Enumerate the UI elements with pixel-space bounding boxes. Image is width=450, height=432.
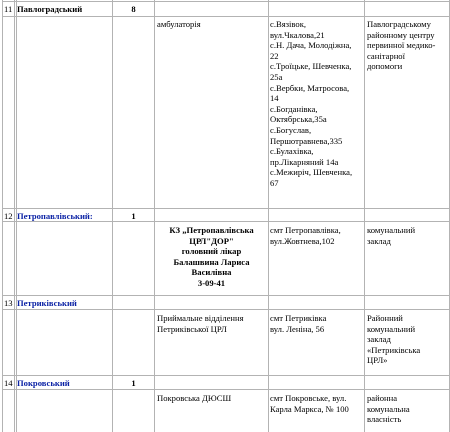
region-name: Петропавлівський: [17,211,93,221]
property-status: Павлоградському районному центру первинної медико- санітарної допомоги [367,19,436,72]
region-name: Покровський [17,378,70,388]
property-status: районна комунальна власність [367,393,410,425]
row-number: 12 [4,211,13,221]
institution: Приймальне відділення Петриківської ЦРЛ [157,313,244,334]
region-name: Павлоградський [17,4,83,14]
address: смт Петропавлівка, вул.Жовтнева,102 [270,225,341,246]
row-number: 13 [4,298,13,308]
institution: амбулаторія [157,19,201,29]
row-number: 11 [4,4,13,14]
property-status: Районний комунальний заклад «Петриківська ЦРЛ» [367,313,421,366]
region-count: 8 [131,4,136,14]
region-count: 1 [131,211,136,221]
region-name: Петриківський [17,298,77,308]
property-status: комунальний заклад [367,225,416,246]
institution: КЗ „Петропавлівська ЦРЛ"ДОР" головний лікар Балашвина Лариса Василівна 3-09-41 [169,225,254,288]
address: с.Вязівок, вул.Чкалова,21 с.Н. Дача, Молодіжна, 22 с.Троїцьке, Шевченка, 25а с.Вербки, Матросова, 14 с.Богданівка, Октябрська,35а с.Богуслав, Першотравнева,335 с.Булахівка, пр.Лікарняний 14а с.Межиріч, Шевченка, 67 [270,19,353,188]
region-count: 1 [131,378,136,388]
address: смт Покровське, вул. Карла Маркса, № 100 [270,393,349,414]
address: смт Петриківка вул. Леніна, 56 [270,313,327,334]
institution: Покровська ДЮСШ [157,393,232,403]
row-number: 14 [4,378,13,388]
